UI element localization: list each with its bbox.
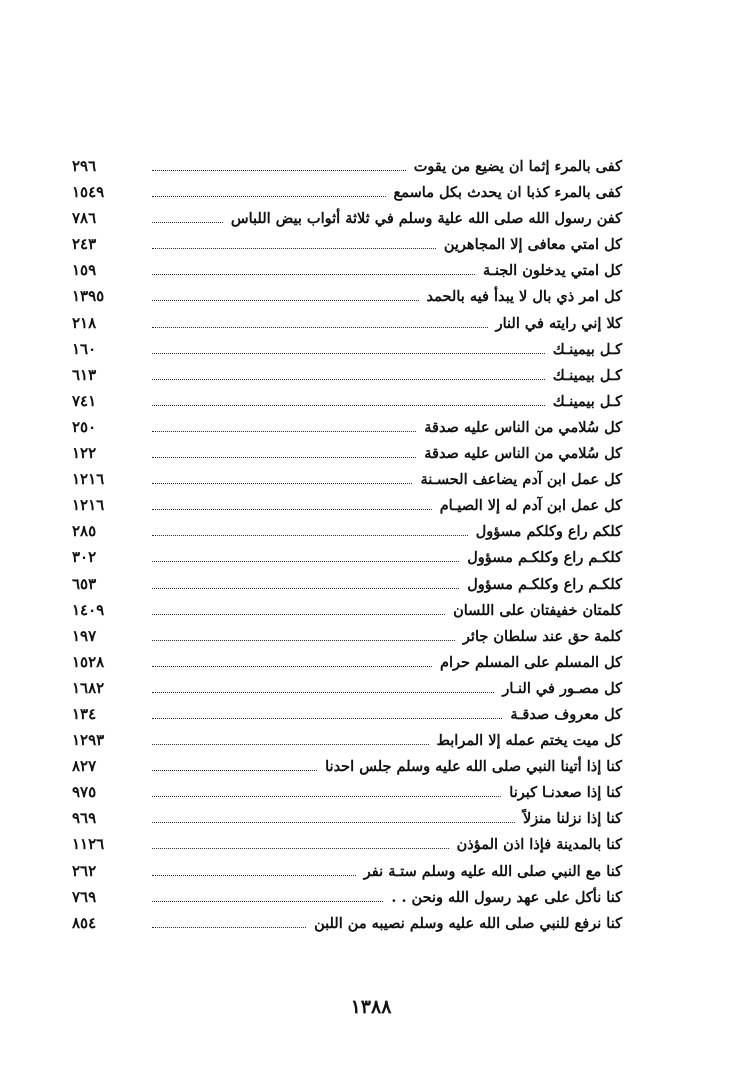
dot-leader: [152, 588, 459, 589]
entry-page-number: ١٢١٦: [72, 496, 105, 515]
dot-leader: [152, 300, 419, 301]
index-entry: [72, 779, 622, 805]
dot-leader: [152, 509, 432, 510]
entry-text: كل سُلامي من الناس عليه صدقة: [424, 445, 622, 463]
entry-text: كلا إني رايته في النار: [495, 314, 622, 332]
dot-leader: [152, 614, 445, 615]
index-entry: [72, 336, 622, 362]
dot-leader: [152, 457, 416, 458]
dot-leader: [152, 901, 383, 902]
entry-text: كلمتان خفيفتان على اللسان: [453, 601, 622, 619]
index-entry: [72, 153, 622, 179]
dot-leader: [152, 822, 515, 823]
entry-page-number: ٢٩٦: [72, 157, 97, 175]
index-entry: [72, 623, 622, 649]
index-entry: [72, 675, 622, 701]
index-entry: [72, 205, 622, 231]
index-entry: [72, 884, 622, 910]
entry-page-number: ٢٤٣: [72, 235, 97, 254]
entry-page-number: ١٢٩٣: [72, 731, 105, 750]
entry-text: كفن رسول الله صلى الله علية وسلم في ثلاثة أثواب بيض اللباس: [230, 210, 622, 228]
index-entry: [72, 831, 622, 857]
entry-page-number: ٢٨٥: [72, 522, 97, 541]
entry-text: كلكـم راع وكلكـم مسؤول: [467, 575, 622, 593]
dot-leader: [152, 379, 545, 380]
dot-leader: [152, 327, 488, 328]
entry-text: كلمة حق عند سلطان جائر: [462, 627, 622, 645]
entry-text: كل سُلامي من الناس عليه صدقة: [424, 418, 622, 436]
entry-page-number: ١٢١٦: [72, 470, 105, 489]
index-entry: [72, 310, 622, 336]
entry-text: كل امتي يدخلون الجنـة: [482, 262, 622, 280]
entry-text: كلكـم راع وكلكـم مسؤول: [467, 549, 622, 567]
entry-text: كفى بالمرء كذبا ان يحدث بكل ماسمع: [393, 184, 622, 202]
index-entry: [72, 257, 622, 283]
entry-text: كنا نرفع للنبي صلى الله عليه وسلم نصيبه من اللبن: [314, 914, 622, 932]
dot-leader: [152, 718, 502, 719]
entry-text: كفى بالمرء إثما ان يضيع من يقوت: [413, 158, 622, 175]
entry-text: كنا نأكل على عهد رسول الله ونحن . .: [391, 888, 622, 906]
index-entry: [72, 597, 622, 623]
entry-text: كلكم راع وكلكم مسؤول: [475, 523, 622, 541]
entry-page-number: ١٥٢٨: [72, 652, 105, 671]
entry-page-number: ١٦٠: [72, 339, 97, 358]
entry-page-number: ٧٤١: [72, 391, 97, 410]
dot-leader: [152, 848, 449, 849]
entry-page-number: ٧٨٦: [72, 209, 97, 228]
dot-leader: [152, 692, 494, 693]
entry-page-number: ١٣٩٥: [72, 287, 105, 306]
entry-page-number: ٦٥٣: [72, 574, 97, 593]
dot-leader: [152, 431, 416, 432]
index-entry: [72, 727, 622, 753]
entry-page-number: ٨٢٧: [72, 757, 97, 776]
index-entry: [72, 283, 622, 309]
dot-leader: [152, 170, 406, 171]
dot-leader: [152, 248, 436, 249]
entry-page-number: ٢٥٠: [72, 417, 97, 436]
entry-text: كل المسلم على المسلم حرام: [439, 653, 622, 671]
dot-leader: [152, 927, 306, 928]
entry-page-number: ١٦٨٢: [72, 678, 105, 697]
dot-leader: [152, 353, 545, 354]
entry-page-number: ١٢٢: [72, 444, 97, 463]
entry-text: كل معروف صدقـة: [510, 705, 622, 723]
index-entry: [72, 805, 622, 831]
dot-leader: [152, 483, 412, 484]
entry-text: كل عمل ابن آدم له إلا الصيـام: [439, 497, 622, 515]
entry-text: كـل بيمينـك: [552, 366, 622, 384]
entry-page-number: ٨٥٤: [72, 913, 97, 932]
index-entry: [72, 492, 622, 518]
entry-text: كنا مع النبي صلى الله عليه وسلم ستـة نفر: [363, 862, 622, 880]
entry-text: كل مصـور في النـار: [502, 679, 622, 697]
entry-page-number: ٣٠٢: [72, 548, 97, 567]
dot-leader: [152, 666, 432, 667]
entry-page-number: ٧٦٩: [72, 887, 97, 906]
hadith-index-list: [72, 153, 622, 936]
entry-text: كل ميت يختم عمله إلا المرابط: [436, 732, 622, 750]
entry-page-number: ١٥٤٩: [72, 183, 105, 202]
index-entry: [72, 466, 622, 492]
dot-leader: [152, 222, 223, 223]
dot-leader: [152, 561, 459, 562]
index-entry: [72, 701, 622, 727]
index-entry: [72, 179, 622, 205]
entry-page-number: ١٩٧: [72, 626, 97, 645]
index-entry: [72, 753, 622, 779]
entry-page-number: ٢١٨: [72, 313, 97, 332]
index-entry: [72, 518, 622, 544]
index-entry: [72, 440, 622, 466]
dot-leader: [152, 535, 468, 536]
index-entry: [72, 571, 622, 597]
dot-leader: [152, 274, 475, 275]
entry-page-number: ١٤٠٩: [72, 600, 105, 619]
dot-leader: [152, 796, 501, 797]
index-entry: [72, 544, 622, 570]
index-entry: [72, 858, 622, 884]
dot-leader: [152, 196, 386, 197]
entry-page-number: ٢٦٢: [72, 861, 97, 880]
index-entry: [72, 649, 622, 675]
entry-text: كنا إذا أتينا النبي صلى الله عليه وسلم جلس احدنا: [325, 758, 622, 776]
entry-text: كنا إذا صعدنـا كبرنا: [509, 784, 622, 802]
dot-leader: [152, 405, 545, 406]
entry-text: كل امتي معافى إلا المجاهرين: [443, 236, 622, 254]
dot-leader: [152, 640, 455, 641]
entry-page-number: ١١٢٦: [72, 835, 105, 854]
entry-text: كـل بيمينـك: [552, 340, 622, 358]
index-entry: [72, 388, 622, 414]
entry-page-number: ١٥٩: [72, 261, 97, 280]
entry-text: كـل بيمينـك: [552, 392, 622, 410]
dot-leader: [152, 744, 429, 745]
entry-text: كنا بالمدينة فإذا اذن المؤذن: [456, 836, 622, 854]
page-number: ١٣٨٨: [350, 996, 392, 1018]
entry-page-number: ٩٦٩: [72, 809, 97, 828]
entry-page-number: ٦١٣: [72, 365, 97, 384]
entry-page-number: ٩٧٥: [72, 783, 97, 802]
index-entry: [72, 414, 622, 440]
entry-text: كل امر ذي بال لا يبدأ فيه بالحمد: [426, 288, 622, 306]
index-entry: [72, 362, 622, 388]
dot-leader: [152, 875, 356, 876]
dot-leader: [152, 770, 317, 771]
entry-text: كل عمل ابن آدم يضاعف الحسـنة: [420, 471, 622, 489]
entry-page-number: ١٣٤: [72, 704, 97, 723]
index-entry: [72, 910, 622, 936]
entry-text: كنا إذا نزلنا منزلاً: [522, 810, 622, 828]
index-entry: [72, 231, 622, 257]
